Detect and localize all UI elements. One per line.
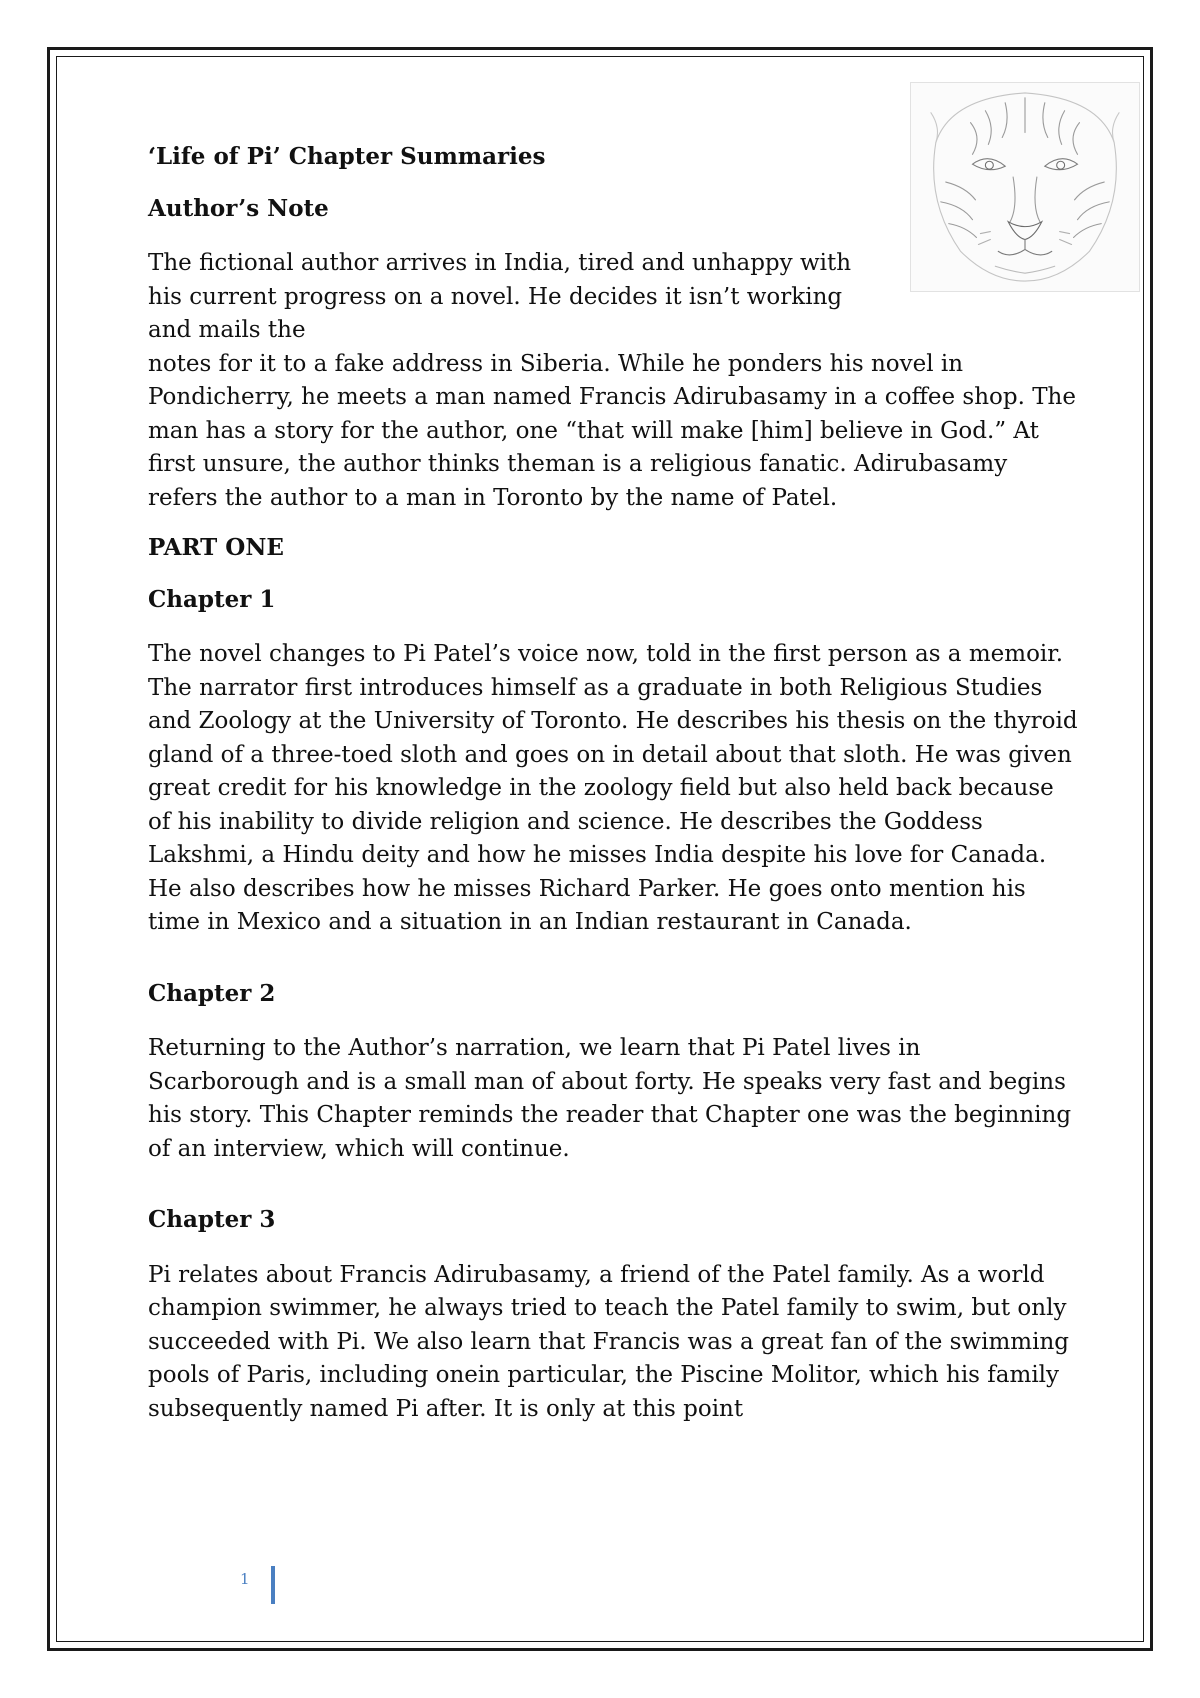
author-note-intro: The fictional author arrives in India, tired and unhappy with his current progress on a novel. He decides it isn’t working and mails the	[148, 250, 852, 343]
chapter-1-text: The novel changes to Pi Patel’s voice now, told in the first person as a memoir. The narrator first introduces himself as a graduate in both Religious Studies and Zoology at the University of Toronto. He describes his thesis on the thyroid gland of a three-toed sloth and goes on in detail about that sloth. He was given great credit for his knowledge in the zoology field but also held back because of his inability to divide religion and science. He describes the Goddess Lakshmi, a Hindu deity and how he misses India despite his love for Canada. He also describes how he misses Richard Parker. He goes onto mention his time in Mexico and a situation in an Indian restaurant in Canada.	[148, 641, 1078, 935]
chapter-3-heading: Chapter 3	[148, 1206, 276, 1233]
author-note-heading: Author’s Note	[148, 194, 329, 222]
document-body	[148, 140, 1078, 1426]
page-number-bar	[271, 1566, 275, 1604]
chapter-2-text: Returning to the Author’s narration, we learn that Pi Patel lives in Scarborough and is a small man of about forty. He speaks very fast and begins his story. This Chapter reminds the reader that Chapter one was the beginning of an interview, which will continue.	[148, 1035, 1072, 1162]
chapter-2-heading: Chapter 2	[148, 979, 276, 1007]
chapter-1-heading: Chapter 1	[148, 585, 276, 613]
page-number: 1	[240, 1570, 250, 1588]
part-heading: PART ONE	[148, 534, 284, 561]
author-note-text: notes for it to a fake address in Siberia. While he ponders his novel in Pondicherry, he meets a man named Francis Adirubasamy in a coffee shop. The man has a story for the author, one “that will make [him] believe in God.” At first unsure, the author thinks theman is a religious fanatic. Adirubasamy refers the author to a man in Toronto by the name of Patel.	[148, 350, 1076, 511]
chapter-3-text: Pi relates about Francis Adirubasamy, a friend of the Patel family. As a world champion swimmer, he always tried to teach the Patel family to swim, but only succeeded with Pi. We also learn that Francis was a great fan of the swimming pools of Paris, including onein particular, the Piscine Molitor, which his family subsequently named Pi after. It is only at this point	[148, 1261, 1069, 1422]
document-title: ‘Life of Pi’ Chapter Summaries	[148, 143, 546, 170]
